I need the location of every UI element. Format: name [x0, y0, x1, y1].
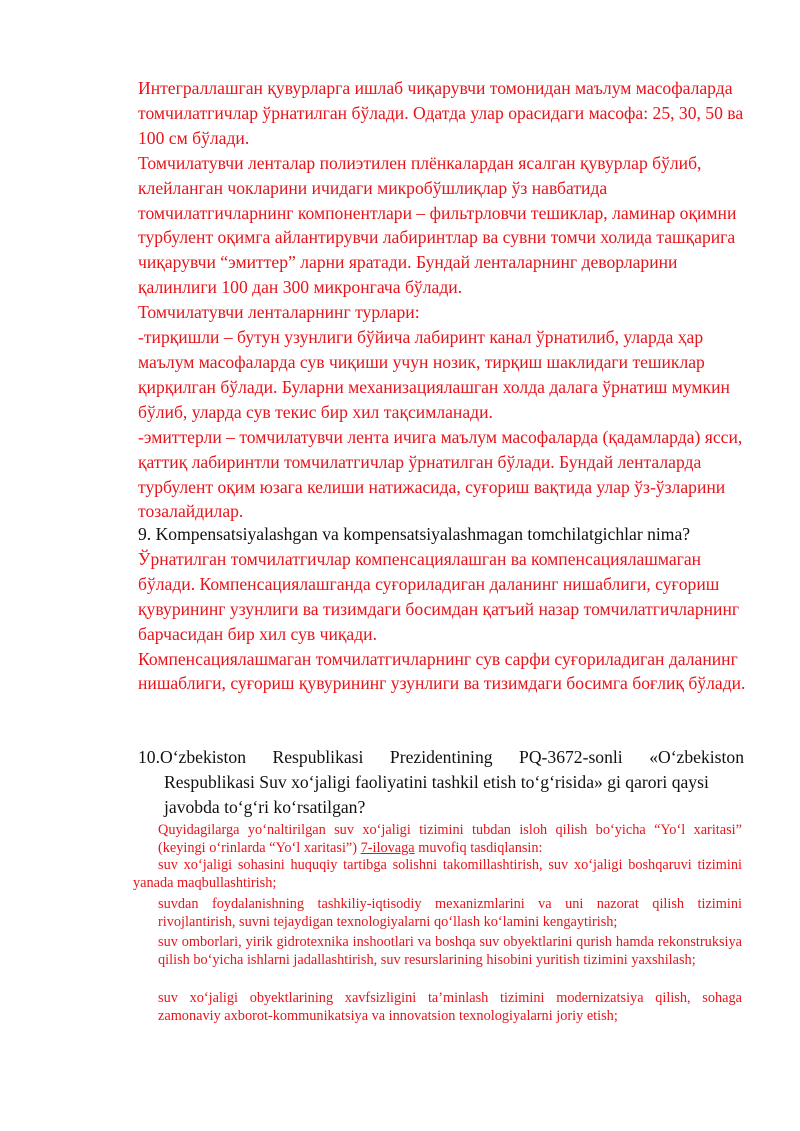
question-10-line-1: 10.O‘zbekiston Respublikasi Prezidentining PQ-3672-sonli «O‘zbekiston	[138, 747, 744, 767]
paragraph-integrated-pipes: Интеграллашган қувурларга ишлаб чиқарувчи томонидан маълум масофаларда томчилатгичлар ўрнатилган бўлади. Одатда улар орасидаги масофа: 25, 30, 50 ва 100 см бўлади.	[138, 78, 744, 148]
answer-10-item-3: suv omborlari, yirik gidrotexnika inshootlari va boshqa suv obyektlarini qurish hamda rekonstruksiya qilish bo‘yicha ishlarni jadallashtirish, suv resurslarining hisobini yuritish tizimini yaxshilash;	[158, 934, 742, 968]
question-10-line-rest: Respublikasi Suv xo‘jaligi faoliyatini tashkil etish to‘g‘risida» gi qarori qaysi javobda to‘g‘ri ko‘rsatilgan?	[164, 772, 709, 817]
answer-10-item-1: suv xo‘jaligi sohasini huquqiy tartibga solishni takomillashtirish, suv xo‘jaligi boshqaruvi tizimini yanada maqbullashtirish;	[133, 857, 742, 891]
answer-9-noncompensated: Компенсациялашмаган томчилатгичларнинг сув сарфи суғориладиган даланинг нишаблиги, суғориш қувурининг узунлиги ва тизимдаги босимга боғлиқ бўлади.	[138, 648, 746, 694]
paragraph-emitter-tape: -эмиттерли – томчилатувчи лента ичига маълум масофаларда (қадамларда) ясси, қаттиқ лабиринтли томчилатгичлар ўрнатилган бўлади. Бундай ленталарда турбулент оқим юзага келиши натижасида, суғориш вақтида улар ўз-ўзларини тозалайдилар.	[138, 426, 743, 522]
appendix-link[interactable]: 7-ilovaga	[360, 839, 415, 856]
answer-8-text	[138, 76, 748, 524]
paragraph-slotted-tape: -тирқишли – бутун узунлиги бўйича лабиринт канал ўрнатилиб, уларда ҳар маълум масофаларда сув чиқиши учун нозик, тирқиш шаклидаги тешиклар қирқилган бўлади. Буларни механизациялашган холда далага ўрнатиш мумкин бўлиб, уларда сув текис бир хил тақсимланади.	[138, 327, 730, 422]
answer-10-intro-text: Quyidagilarga yo‘naltirilgan suv xo‘jaligi tizimini tubdan isloh qilish bo‘yicha “Yo‘l xaritasi” (keyingi o‘rinlarda “Yo‘l xaritasi”)	[158, 822, 742, 856]
question-9: 9. Kompensatsiyalashgan va kompensatsiyalashmagan tomchilatgichlar nima?	[138, 524, 691, 544]
answer-10-item-4: suv xo‘jaligi obyektlarining xavfsizligini ta’minlash tizimini modernizatsiya qilish, sohaga zamonaviy axborot-kommunikatsiya va innovatsion texnologiyalarni joriy etish;	[158, 990, 742, 1024]
question-9-block	[138, 522, 748, 696]
answer-10-item-2: suvdan foydalanishning tashkiliy-iqtisodiy mexanizmlarini va uni nazorat qilish tizimini rivojlantirish, suvni tejaydigan texnologiyalarni qo‘llash ko‘lamini kengaytirish;	[158, 896, 742, 930]
answer-10-intro-end: muvofiq tasdiqlansin:	[414, 839, 543, 856]
paragraph-drip-tapes: Томчилатувчи ленталар полиэтилен плёнкалардан ясалган қувурлар бўлиб, клейланган чокларини ичидаги микробўшлиқлар ўз навбатида томчилатгичларнинг компонентлари – фильтрловчи тешиклар, ламинар оқимни турбулент оқимга айлантирувчи лабиринтлар ва сувни томчи холида ташқарига чиқарувчи “эмиттер” ларни яратади. Бундай ленталарнинг деворларини қалинлиги 100 дан 300 микронгача бўлади.	[138, 152, 737, 298]
answer-10-intro	[158, 822, 742, 857]
paragraph-tape-types-heading: Томчилатувчи ленталарнинг турлари:	[138, 302, 420, 323]
answer-9-compensated: Ўрнатилган томчилатгичлар компенсациялашган ва компенсациялашмаган бўлади. Компенсациялашганда суғориладиган даланинг нишаблиги, суғориш қувурининг узунлиги ва тизимдаги босимдан қатъий назар томчилатгичларнинг барчасидан бир хил сув чиқади.	[138, 548, 740, 644]
